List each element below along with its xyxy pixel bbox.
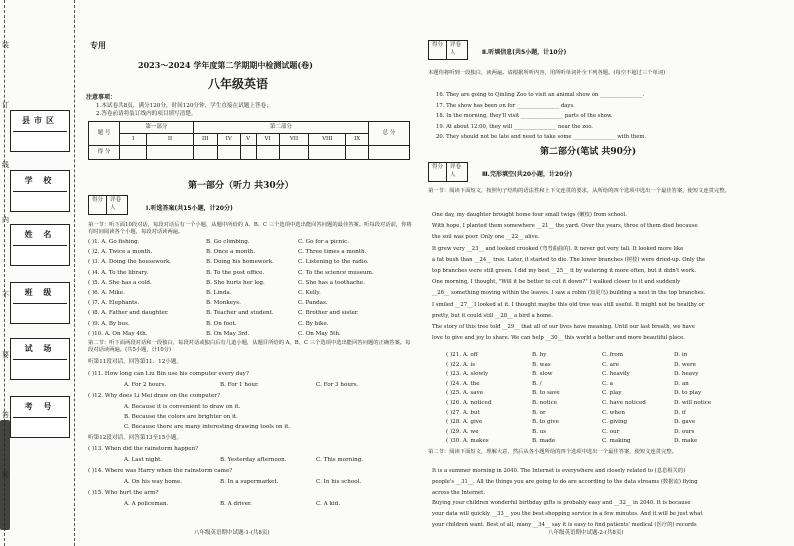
question-row xyxy=(88,248,366,256)
fill-in-question: 16. They are going to Qinling Zoo to visit an animal show on ________________. xyxy=(436,92,645,98)
score-cell[interactable] xyxy=(120,146,147,160)
section-3-intro-2: 第二节：阅读下面短文，理解大意，然后从各小题所给的四个选项中选出一个最佳答案，使短文连贯完整。 xyxy=(428,449,677,455)
passage-line: I smiled __27__ I looked at it. I thought maybe this old tree was still useful. It might not be healthy or xyxy=(432,301,705,308)
page-2-footer: 八年级英语期中试题-2-(共8页) xyxy=(548,530,624,537)
passage-line: people's __31__. All the things you are going to do are according to the data streams (数据流) flying xyxy=(432,478,698,485)
passage-line: across the Internet. xyxy=(432,489,485,496)
score-cell[interactable] xyxy=(369,146,410,160)
option[interactable]: C. a xyxy=(602,380,613,387)
question-15: ( )15. Who hurt the arm? xyxy=(88,490,159,496)
binding-field-label: 县市区 xyxy=(13,111,67,132)
option[interactable]: D. gave xyxy=(674,419,696,426)
option[interactable]: B. Linda. xyxy=(206,290,232,296)
question-stem: ( )28. A. give xyxy=(446,419,483,426)
question-row xyxy=(446,428,694,436)
score-cell[interactable] xyxy=(346,146,369,160)
score-col: VII xyxy=(279,134,309,146)
question-row xyxy=(88,269,374,277)
passage-line: With hope, I planted them somewhere __21__ the yard. Over the years, three of them died because xyxy=(432,223,698,230)
q12-option-b[interactable]: B. Because the colors are brighter on it. xyxy=(124,414,238,420)
option[interactable]: C. are xyxy=(602,361,619,368)
option[interactable]: C. play xyxy=(602,390,622,397)
score-col: VI xyxy=(256,134,279,146)
passage-line: a fat bush than __24__ tree. Later, it started to die. The lower branches (树枝) were dried-up. Only the xyxy=(432,256,705,263)
score-cell[interactable] xyxy=(309,146,346,160)
option[interactable]: B. was xyxy=(532,361,551,368)
option[interactable]: C. Listening to the radio. xyxy=(298,259,369,266)
option[interactable]: B. For 1 hour. xyxy=(220,382,259,388)
question-stem: ( )8. A. Father and daughter. xyxy=(88,310,169,317)
option[interactable]: B. On foot. xyxy=(206,320,237,327)
score-table-part1: 第一部分 xyxy=(120,122,194,134)
option[interactable]: B. She hurts her leg. xyxy=(206,279,265,286)
question-stem: ( )5. A. She has a cold. xyxy=(88,279,152,286)
question-stem: ( )27. A. but xyxy=(446,409,480,416)
option[interactable]: C. This morning. xyxy=(316,457,364,463)
option[interactable]: D. in xyxy=(674,352,688,358)
option[interactable]: C. giving xyxy=(602,419,628,426)
passage-line: Buying your children wonderful birthday gifts is probably easy and __32__ in 2040. It is because xyxy=(432,500,691,507)
option[interactable]: B. to save xyxy=(532,390,560,397)
option[interactable]: B. or xyxy=(532,409,546,416)
binding-field[interactable] xyxy=(10,170,70,212)
option[interactable]: C. To the science museum. xyxy=(298,269,374,276)
option[interactable]: C. Go for a picnic. xyxy=(298,239,350,245)
question-row xyxy=(446,409,686,417)
part2-heading: 第二部分(笔试 共90分) xyxy=(540,147,637,157)
question-stem: ( )2. A. Twice a month. xyxy=(88,249,153,256)
question-row xyxy=(88,258,369,266)
question-row xyxy=(88,330,341,338)
note-1: 1.本试卷共8页，满分120分，时间120分钟，学生直接在试题上答卷； xyxy=(96,103,272,109)
passage-line: love to give and joy to share. We can help __30__ this world a better and more beautiful place. xyxy=(432,335,685,342)
score-row-label: 得 分 xyxy=(89,146,120,160)
question-row xyxy=(88,299,328,307)
option[interactable]: B. us xyxy=(532,428,547,435)
score-cell[interactable] xyxy=(256,146,279,160)
fill-in-question: 20. They should not be late and need to take some ________________ with them. xyxy=(436,134,647,140)
question-row xyxy=(88,289,321,297)
q13-options xyxy=(124,456,363,464)
option[interactable]: B. Teacher and student. xyxy=(206,310,274,317)
cut-line-char: 线 xyxy=(2,161,9,169)
option[interactable]: A. A policeman. xyxy=(124,501,169,507)
grader-box-1 xyxy=(88,195,128,215)
option[interactable]: C. when xyxy=(602,409,625,416)
grader-score-label: 得分 xyxy=(429,163,447,181)
score-col: I xyxy=(120,134,147,146)
option[interactable]: C. A kid. xyxy=(316,501,340,507)
option[interactable]: C. Three times a month. xyxy=(298,249,367,256)
option[interactable]: B. slow xyxy=(532,371,553,378)
question-row xyxy=(446,370,698,378)
question-stem: ( )4. A. To the library. xyxy=(88,269,149,276)
score-col: IV xyxy=(217,134,240,146)
binding-field-label: 班 级 xyxy=(13,283,67,304)
score-cell[interactable] xyxy=(240,146,256,160)
question-stem: ( )3. A. Doing the housework. xyxy=(88,259,172,266)
option[interactable]: B. Once a month. xyxy=(206,249,256,256)
passage-line: the soil was poor. Only one __22__ alive. xyxy=(432,234,540,241)
option[interactable]: D. to play xyxy=(674,390,702,397)
binding-field[interactable] xyxy=(10,338,70,380)
exam-title: 2023～2024 学年度第二学期期中检测试题(卷) xyxy=(138,60,313,70)
option[interactable]: A. On his way home. xyxy=(124,479,183,485)
option[interactable]: B. A driver. xyxy=(220,501,252,507)
option[interactable]: C. Pandas. xyxy=(298,300,328,307)
score-col: V xyxy=(240,134,256,146)
cut-line-char: 要 xyxy=(2,351,9,359)
page-2 xyxy=(420,0,790,546)
q14-options xyxy=(124,478,361,486)
cut-line-char: 不 xyxy=(2,291,9,299)
question-row xyxy=(446,418,695,426)
question-14: ( )14. Where was Harry when the rainstorm came? xyxy=(88,468,233,474)
q12-option-c[interactable]: C. Because there are many interesting drawing tools on it. xyxy=(124,424,291,430)
score-cell[interactable] xyxy=(147,146,193,160)
passage-line: __26__ something moving within the leaves. I saw a robin (知更鸟) building a nest in the top branches. xyxy=(432,290,706,297)
option[interactable]: D. will notice xyxy=(674,400,712,406)
score-table xyxy=(88,121,410,160)
option[interactable]: B. Yesterday afternoon. xyxy=(220,457,287,463)
section-3-intro: 第一节：阅读下面短文，按照句子结构的语法性和上下文连贯的要求，从所给的四个选项中选出一个最佳答案，使短文连贯完整。 xyxy=(428,188,730,194)
option[interactable]: B. / xyxy=(532,380,542,387)
binding-field[interactable] xyxy=(10,110,70,152)
question-stem: ( )7. A. Elephants. xyxy=(88,300,140,307)
option[interactable]: B. Monkeys. xyxy=(206,300,241,307)
option[interactable]: B. Go climbing. xyxy=(206,239,250,245)
option[interactable]: C. our xyxy=(602,428,620,435)
cut-line-char: 答 xyxy=(2,411,9,419)
option[interactable]: C. making xyxy=(602,438,631,445)
question-stem: ( )21. A. off xyxy=(446,352,478,358)
question-stem: ( )30. A. makes xyxy=(446,438,489,445)
passage-line: It is a summer morning in 2040. The Internet is everywhere and closely related to (息息相关的) xyxy=(432,468,686,474)
question-13: ( )13. When did the rainstorm happen? xyxy=(88,446,199,452)
option[interactable]: C. On May 5th. xyxy=(298,330,341,337)
passage-line: One morning, I thought, "Will it be better to cut it down?" I walked closer to it and suddenly xyxy=(432,279,681,286)
section-3-title: Ⅲ.完形填空(共20小题，计20分) xyxy=(482,171,573,178)
section-1-intro: 第一节：听下面10段对话，每段对话后有一个小题，从题中所给的 A、B、C 三个选项中选出能回答问题的最佳答案。听每段对话前，你将有时间阅读各个小题，每段对话读两遍。 xyxy=(88,222,412,236)
q11-options xyxy=(124,381,358,389)
question-stem: ( )1. A. Go fishing. xyxy=(88,239,140,245)
note-2: 2.答卷前请将装订线内的项目填写清楚。 xyxy=(96,111,197,117)
option[interactable]: B. notice xyxy=(532,400,558,406)
question-11: ( )11. How long can Liu Bin use his computer every day? xyxy=(88,371,249,377)
option[interactable]: C. In his school. xyxy=(316,479,362,485)
fill-in-question: 18. In the morning, they'll visit ________________ parts of the show. xyxy=(436,113,613,119)
option[interactable]: B. to give xyxy=(532,419,559,426)
option[interactable]: D. if xyxy=(674,409,686,416)
binding-field-label: 学 校 xyxy=(13,171,67,192)
grader-box-2 xyxy=(428,40,468,60)
question-12: ( )12. Why does Li Mei draw on the computer? xyxy=(88,393,220,399)
binding-field[interactable] xyxy=(10,224,70,266)
listen-note-12: 听第12段对话，回答第13至15小题。 xyxy=(88,435,183,441)
score-table-header: 题 号 xyxy=(89,122,120,146)
binding-field[interactable] xyxy=(10,282,70,324)
part1-heading: 第一部分（听力 共30分） xyxy=(188,181,294,191)
option[interactable]: C. Brother and sister. xyxy=(298,310,359,317)
option[interactable]: D. were xyxy=(674,361,696,368)
passage-line: pretty, but it could still __28__ a bird a home. xyxy=(432,312,553,319)
option[interactable]: B. On May 3rd. xyxy=(206,330,250,337)
passage-line: One day, my daughter brought home four small twigs (嫩枝) from school. xyxy=(432,212,627,218)
section-2-intro: 本题你将听到一段独白，读两遍。请根据所听内容，用所听单词补全下列各题。(每空不超过三个单词) xyxy=(428,70,666,76)
option[interactable]: B. In a supermarket. xyxy=(220,479,279,485)
question-stem: ( )9. A. By bus. xyxy=(88,320,130,327)
passage-line: The story of this tree told __29__ that all of our lives have meaning. Until our last breath, we have xyxy=(432,324,695,330)
grader-score-label: 得分 xyxy=(89,196,107,214)
question-stem: ( )10. A. On May 4th. xyxy=(88,330,148,337)
question-row xyxy=(446,389,701,397)
page-1 xyxy=(84,0,416,546)
score-table-total: 总 分 xyxy=(369,122,410,146)
score-cell[interactable] xyxy=(217,146,240,160)
cut-line-char: 订 xyxy=(2,101,9,109)
score-col: III xyxy=(193,134,217,146)
section-1-intro-2: 第二节：听下面两段对话和一段独白，每段对话或独白后有几道小题，从题目所给的 A、B、C 三个选项中选出能回答问题的正确答案。每段对话读两遍。(共5小题，计10分) xyxy=(88,340,411,354)
question-stem: ( )24. A. the xyxy=(446,380,480,387)
option[interactable]: C. By bike. xyxy=(298,320,329,327)
question-row xyxy=(446,399,711,407)
page-1-footer: 八年级英语期中试题-1-(共8页) xyxy=(194,530,270,537)
question-stem: ( )26. A. noticed xyxy=(446,400,492,406)
q12-option-a[interactable]: A. Because it is convenient to draw on it. xyxy=(124,404,241,410)
score-cell[interactable] xyxy=(193,146,217,160)
cut-line-char: 内 xyxy=(2,216,9,224)
cut-line-char: 装 xyxy=(2,41,9,49)
passage-line: top branches were still green. I did my best __25__ it by watering it more often, but it didn't work. xyxy=(432,268,697,274)
passage-line: It grew very __23__ and looked crooked (弯弯曲曲的). It never got very tall. It looked more like xyxy=(432,245,684,252)
score-col: IX xyxy=(346,134,369,146)
option[interactable]: B. To the post office. xyxy=(206,269,265,276)
score-table-part2: 第二部分 xyxy=(193,122,368,134)
option[interactable]: A. For 2 hours. xyxy=(124,382,167,388)
grader-name-label: 评卷人 xyxy=(110,197,122,211)
cut-line-inner xyxy=(74,0,75,546)
ink-smudge xyxy=(0,420,10,530)
question-row xyxy=(446,380,689,388)
grader-score-label: 得分 xyxy=(429,41,447,59)
q15-options xyxy=(124,500,340,508)
score-cell[interactable] xyxy=(279,146,309,160)
binding-field-label: 姓 名 xyxy=(13,225,67,246)
option[interactable]: B. by xyxy=(532,352,547,358)
fill-in-question: 17. The show has been on for ________________ days. xyxy=(436,102,575,109)
option[interactable]: A. Last night. xyxy=(124,457,163,463)
score-col: II xyxy=(147,134,193,146)
question-row xyxy=(446,437,697,445)
passage-line: your children want. Best of all, many __34__ say it is easy to find patients' medical (医疗的) records xyxy=(432,522,697,528)
question-stem: ( )29. A. we xyxy=(446,428,479,435)
question-row xyxy=(88,320,329,328)
question-row xyxy=(88,309,359,317)
option[interactable]: C. For 3 hours. xyxy=(316,382,359,388)
option[interactable]: D. make xyxy=(674,438,698,445)
question-stem: ( )25. A. save xyxy=(446,390,484,397)
question-row xyxy=(88,238,349,246)
option[interactable]: C. from xyxy=(602,352,624,358)
question-stem: ( )23. A. slowly xyxy=(446,371,489,378)
option[interactable]: C. heavily xyxy=(602,371,630,378)
binding-field-label: 考 号 xyxy=(13,397,67,418)
option[interactable]: D. heavy xyxy=(674,371,699,378)
question-row xyxy=(446,361,696,369)
grader-name-label: 评卷人 xyxy=(450,164,462,178)
option[interactable]: B. Doing his homework. xyxy=(206,259,274,266)
section-1-title: Ⅰ.听选答案(共15小题，计20分) xyxy=(146,205,233,212)
exam-subject: 八年级英语 xyxy=(208,77,269,91)
passage-line: your data will quickly __33__ you the best shopping service in a few minutes. And it will be just what xyxy=(432,511,703,518)
binding-field-label: 试 场 xyxy=(13,339,67,360)
option[interactable]: C. Kelly. xyxy=(298,290,321,296)
grader-name-label: 评卷人 xyxy=(450,42,462,56)
question-stem: ( )22. A. is xyxy=(446,361,476,368)
option[interactable]: B. made xyxy=(532,438,556,445)
question-row xyxy=(446,351,687,359)
option[interactable]: C. have noticed xyxy=(602,400,646,406)
option[interactable]: D. an xyxy=(674,380,689,387)
score-col: VIII xyxy=(309,134,346,146)
option[interactable]: D. ours xyxy=(674,428,695,435)
listen-note-11: 听第11段对话，回答第11、12小题。 xyxy=(88,359,183,365)
usage-tag: 专用 xyxy=(90,40,106,50)
fill-in-question: 19. At about 12:00, they will ________________ near the zoo. xyxy=(436,123,593,130)
question-stem: ( )6. A. Mike. xyxy=(88,290,125,296)
binding-field[interactable] xyxy=(10,396,70,438)
notes-title: 注意事项： xyxy=(86,94,117,101)
option[interactable]: C. She has a toothache. xyxy=(298,279,365,286)
question-row xyxy=(88,279,365,287)
section-2-title: Ⅱ.听填信息(共5小题，计10分) xyxy=(482,49,567,56)
grader-box-3 xyxy=(428,162,468,182)
binding-strip xyxy=(0,0,78,546)
